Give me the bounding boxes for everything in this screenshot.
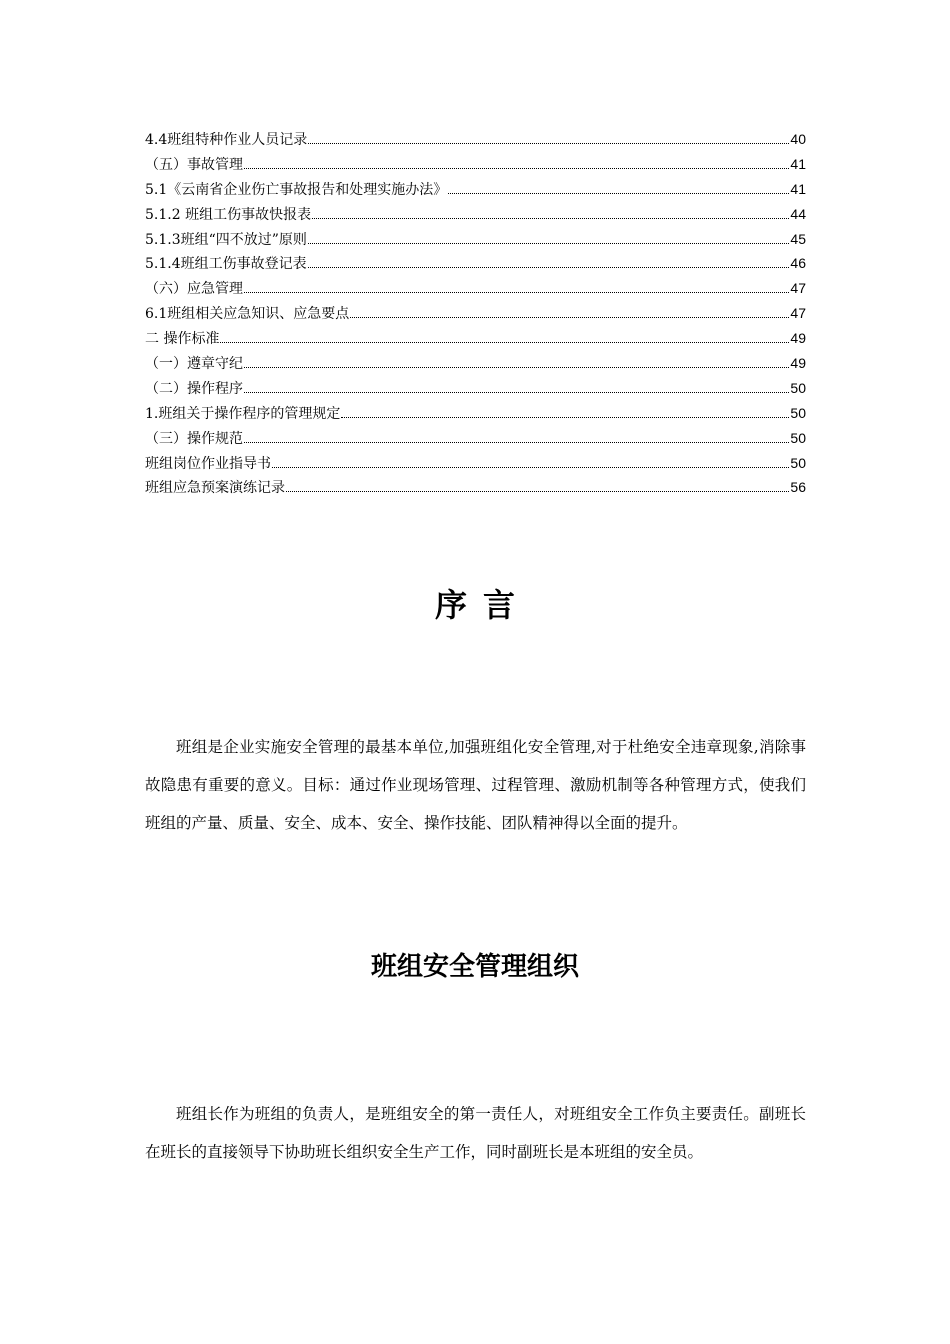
organization-heading: 班组安全管理组织: [370, 952, 579, 982]
toc-entry-title: 班组应急预案演练记录: [145, 480, 285, 497]
toc-entry-page: 49: [790, 330, 806, 347]
toc-entry-title: 二 操作标准: [145, 331, 220, 348]
toc-entry[interactable]: [145, 351, 806, 376]
toc-entry-page: 49: [790, 355, 806, 372]
toc-dot-leader: [244, 392, 789, 393]
toc-entry[interactable]: [145, 177, 806, 202]
toc-entry-title: （一）遵章守纪: [145, 356, 243, 373]
toc-dot-leader: [308, 143, 789, 144]
toc-entry[interactable]: [145, 376, 806, 401]
table-of-contents: [145, 127, 806, 500]
toc-entry-page: 45: [790, 230, 806, 247]
toc-entry-page: 46: [790, 255, 806, 272]
toc-entry-title: 5.1《云南省企业伤亡事故报告和处理实施办法》: [145, 181, 448, 198]
toc-entry-page: 50: [790, 404, 806, 421]
toc-dot-leader: [341, 417, 789, 418]
toc-dot-leader: [448, 193, 789, 194]
toc-entry[interactable]: [145, 426, 806, 451]
toc-entry-title: 1.班组关于操作程序的管理规定: [145, 405, 341, 422]
toc-entry[interactable]: [145, 276, 806, 301]
toc-entry-page: 50: [790, 454, 806, 471]
toc-entry-page: 50: [790, 379, 806, 396]
preface-paragraph: 班组是企业实施安全管理的最基本单位,加强班组化安全管理,对于杜绝安全违章现象,消除事故隐患有重要的意义。目标：通过作业现场管理、过程管理、激励机制等各种管理方式，使我们班组的产量、质量、安全、成本、安全、操作技能、团队精神得以全面的提升。: [145, 738, 806, 832]
toc-entry-title: （五）事故管理: [145, 156, 243, 173]
toc-dot-leader: [308, 243, 789, 244]
toc-entry-page: 41: [790, 155, 806, 172]
toc-dot-leader: [350, 317, 789, 318]
toc-entry-page: 41: [790, 180, 806, 197]
toc-entry-title: （六）应急管理: [145, 281, 243, 298]
toc-entry-page: 56: [790, 479, 806, 496]
toc-entry[interactable]: [145, 227, 806, 252]
toc-entry-title: （三）操作规范: [145, 430, 243, 447]
toc-entry-page: 40: [790, 131, 806, 147]
toc-entry[interactable]: [145, 475, 806, 500]
preface-heading: 序言: [434, 586, 531, 624]
toc-entry-title: 6.1班组相关应急知识、应急要点: [145, 306, 350, 323]
toc-dot-leader: [244, 168, 789, 169]
toc-entry[interactable]: [145, 127, 806, 152]
toc-entry[interactable]: [145, 152, 806, 177]
toc-dot-leader: [244, 442, 789, 443]
toc-entry[interactable]: [145, 451, 806, 476]
toc-dot-leader: [244, 292, 789, 293]
toc-entry-title: 5.1.4班组工伤事故登记表: [145, 256, 307, 273]
toc-dot-leader: [312, 218, 789, 219]
organization-paragraph: 班组长作为班组的负责人，是班组安全的第一责任人，对班组安全工作负主要责任。副班长在班长的直接领导下协助班长组织安全生产工作，同时副班长是本班组的安全员。: [145, 1105, 806, 1161]
toc-entry-title: 4.4班组特种作业人员记录: [145, 132, 308, 148]
toc-entry[interactable]: [145, 251, 806, 276]
toc-dot-leader: [220, 342, 789, 343]
toc-entry[interactable]: [145, 326, 806, 351]
toc-dot-leader: [244, 367, 789, 368]
toc-entry-page: 50: [790, 429, 806, 446]
toc-entry-title: （二）操作程序: [145, 380, 243, 397]
toc-dot-leader: [308, 267, 790, 268]
toc-entry-title: 5.1.3班组“四不放过”原则: [145, 231, 307, 248]
toc-entry[interactable]: [145, 301, 806, 326]
toc-entry-title: 班组岗位作业指导书: [145, 455, 271, 472]
toc-entry-page: 47: [790, 305, 806, 322]
toc-entry-page: 44: [790, 205, 806, 222]
toc-entry-page: 47: [790, 280, 806, 297]
toc-entry-title: 5.1.2 班组工伤事故快报表: [145, 206, 312, 223]
toc-dot-leader: [272, 467, 789, 468]
toc-dot-leader: [286, 491, 789, 492]
toc-entry[interactable]: [145, 401, 806, 426]
toc-entry[interactable]: [145, 202, 806, 227]
